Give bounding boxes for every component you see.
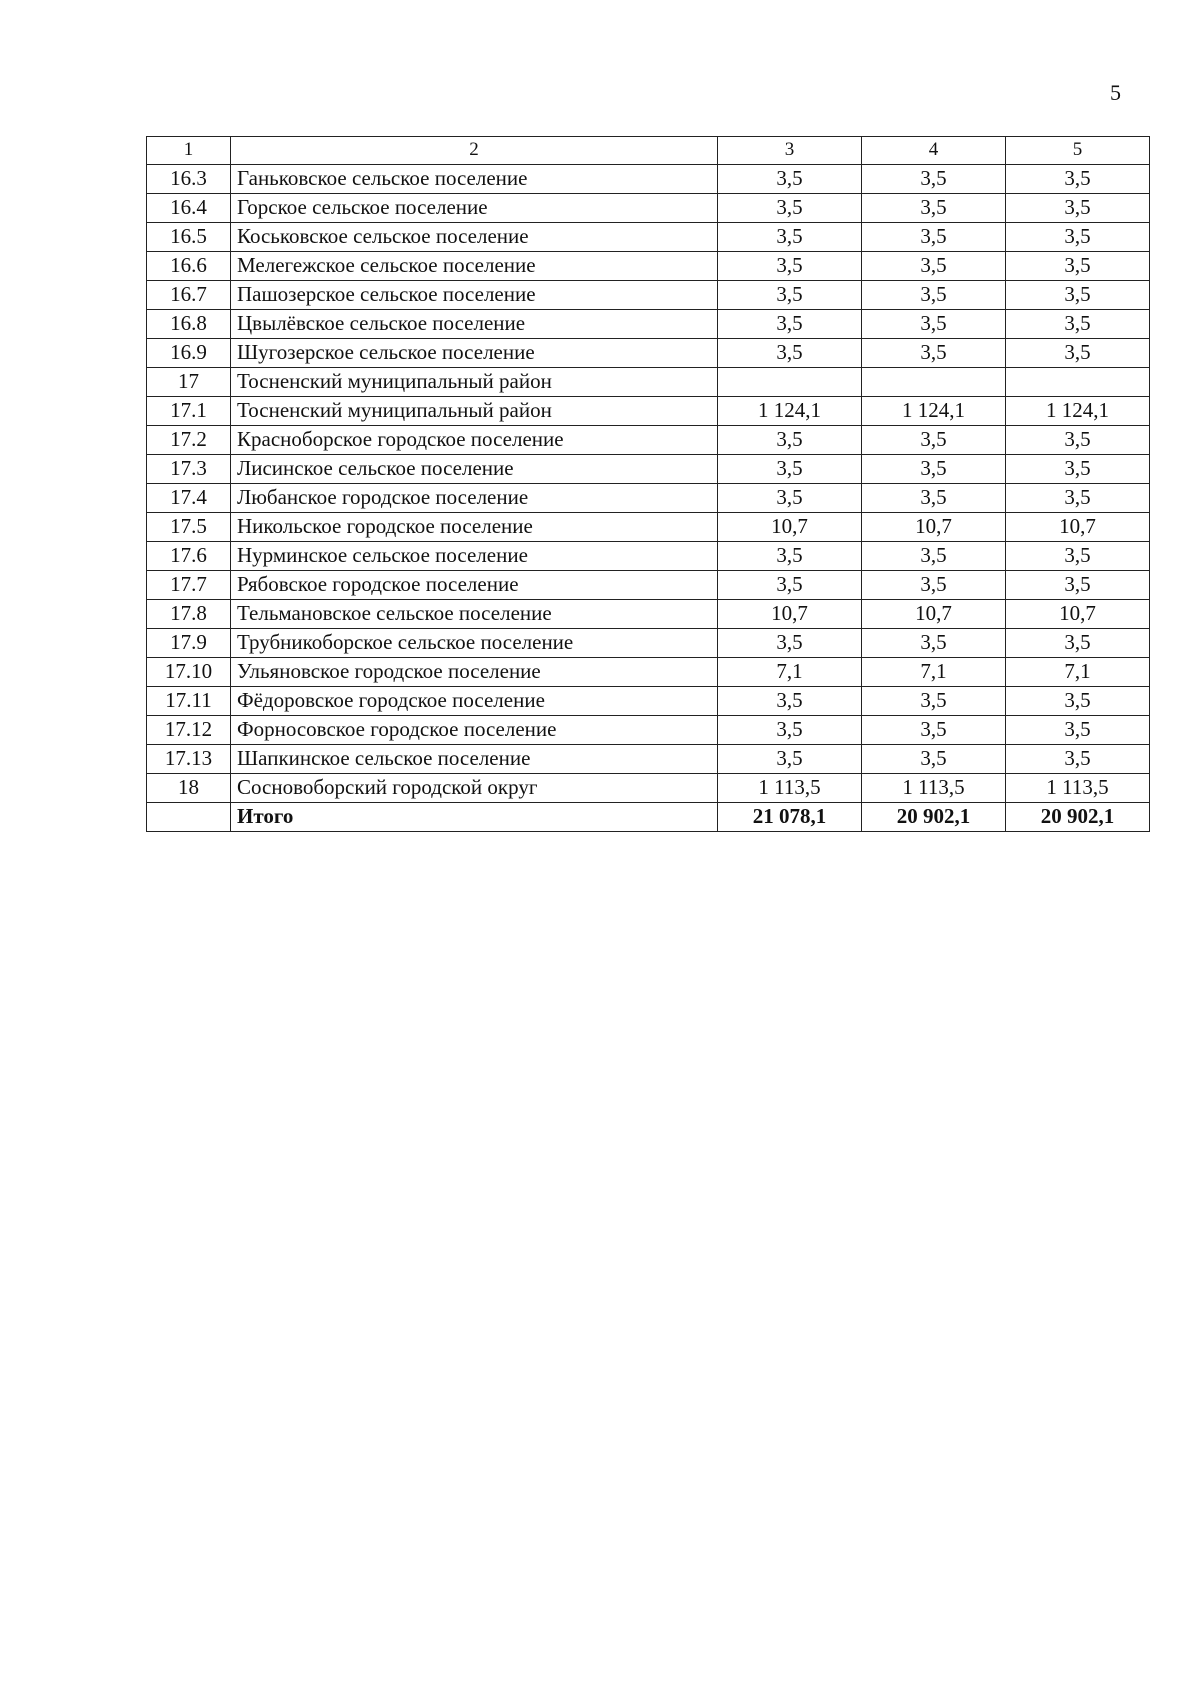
value-cell-col4: 3,5 [862, 165, 1006, 194]
row-name-cell: Пашозерское сельское поселение [231, 281, 718, 310]
header-row [147, 137, 1150, 165]
total-value-col3: 21 078,1 [718, 803, 862, 832]
row-name-cell: Сосновоборский городской округ [231, 774, 718, 803]
column-header: 4 [862, 137, 1006, 165]
row-number-cell: 17.9 [147, 629, 231, 658]
table-row [147, 397, 1150, 426]
row-number-cell: 17.2 [147, 426, 231, 455]
value-cell-col3: 3,5 [718, 687, 862, 716]
table-row [147, 484, 1150, 513]
row-number-cell: 17.1 [147, 397, 231, 426]
total-number-cell [147, 803, 231, 832]
value-cell-col4: 3,5 [862, 310, 1006, 339]
value-cell-col4: 3,5 [862, 745, 1006, 774]
value-cell-col4: 3,5 [862, 629, 1006, 658]
value-cell-col5: 10,7 [1006, 600, 1150, 629]
value-cell-col5: 3,5 [1006, 629, 1150, 658]
total-value-col5: 20 902,1 [1006, 803, 1150, 832]
table-row [147, 223, 1150, 252]
column-header: 1 [147, 137, 231, 165]
row-name-cell: Мелегежское сельское поселение [231, 252, 718, 281]
value-cell-col5: 3,5 [1006, 571, 1150, 600]
row-name-cell: Тельмановское сельское поселение [231, 600, 718, 629]
value-cell-col3: 1 124,1 [718, 397, 862, 426]
table-row [147, 339, 1150, 368]
value-cell-col4: 3,5 [862, 687, 1006, 716]
value-cell-col4: 3,5 [862, 194, 1006, 223]
column-header: 3 [718, 137, 862, 165]
value-cell-col3: 3,5 [718, 281, 862, 310]
value-cell-col4: 3,5 [862, 455, 1006, 484]
value-cell-col3: 3,5 [718, 194, 862, 223]
table-row [147, 600, 1150, 629]
value-cell-col3: 1 113,5 [718, 774, 862, 803]
row-number-cell: 17.10 [147, 658, 231, 687]
row-number-cell: 16.7 [147, 281, 231, 310]
value-cell-col4: 1 113,5 [862, 774, 1006, 803]
value-cell-col3: 10,7 [718, 513, 862, 542]
value-cell-col5: 3,5 [1006, 281, 1150, 310]
row-name-cell: Лисинское сельское поселение [231, 455, 718, 484]
row-name-cell: Красноборское городское поселение [231, 426, 718, 455]
row-name-cell: Трубникоборское сельское поселение [231, 629, 718, 658]
value-cell-col3: 3,5 [718, 426, 862, 455]
value-cell-col4: 7,1 [862, 658, 1006, 687]
row-number-cell: 16.8 [147, 310, 231, 339]
row-name-cell: Шапкинское сельское поселение [231, 745, 718, 774]
column-header: 5 [1006, 137, 1150, 165]
row-name-cell: Фёдоровское городское поселение [231, 687, 718, 716]
value-cell-col3: 3,5 [718, 629, 862, 658]
table-row [147, 629, 1150, 658]
row-number-cell: 16.4 [147, 194, 231, 223]
value-cell-col4: 3,5 [862, 223, 1006, 252]
row-number-cell: 17.13 [147, 745, 231, 774]
table-row [147, 716, 1150, 745]
value-cell-col4 [862, 368, 1006, 397]
table-row [147, 542, 1150, 571]
row-number-cell: 16.9 [147, 339, 231, 368]
value-cell-col3: 3,5 [718, 571, 862, 600]
value-cell-col5: 3,5 [1006, 223, 1150, 252]
value-cell-col5: 3,5 [1006, 455, 1150, 484]
value-cell-col5: 3,5 [1006, 165, 1150, 194]
value-cell-col4: 3,5 [862, 484, 1006, 513]
table-row [147, 658, 1150, 687]
value-cell-col5: 1 124,1 [1006, 397, 1150, 426]
row-number-cell: 17.5 [147, 513, 231, 542]
row-number-cell: 17.6 [147, 542, 231, 571]
total-row [147, 803, 1150, 832]
value-cell-col5: 3,5 [1006, 745, 1150, 774]
table-body [147, 165, 1150, 803]
value-cell-col5: 3,5 [1006, 716, 1150, 745]
row-number-cell: 17.3 [147, 455, 231, 484]
row-name-cell: Цвылёвское сельское поселение [231, 310, 718, 339]
row-number-cell: 18 [147, 774, 231, 803]
value-cell-col3: 3,5 [718, 745, 862, 774]
value-cell-col4: 3,5 [862, 252, 1006, 281]
value-cell-col3: 3,5 [718, 716, 862, 745]
table-row [147, 513, 1150, 542]
value-cell-col5: 3,5 [1006, 542, 1150, 571]
value-cell-col4: 3,5 [862, 339, 1006, 368]
data-table [146, 136, 1150, 832]
table-row [147, 368, 1150, 397]
value-cell-col3 [718, 368, 862, 397]
value-cell-col3: 3,5 [718, 339, 862, 368]
row-name-cell: Никольское городское поселение [231, 513, 718, 542]
row-name-cell: Форносовское городское поселение [231, 716, 718, 745]
value-cell-col5: 3,5 [1006, 484, 1150, 513]
value-cell-col3: 3,5 [718, 252, 862, 281]
value-cell-col3: 7,1 [718, 658, 862, 687]
table-row [147, 745, 1150, 774]
table-row [147, 281, 1150, 310]
value-cell-col3: 3,5 [718, 542, 862, 571]
row-number-cell: 17.4 [147, 484, 231, 513]
row-number-cell: 17.7 [147, 571, 231, 600]
row-number-cell: 17.12 [147, 716, 231, 745]
table-row [147, 165, 1150, 194]
table-row [147, 194, 1150, 223]
value-cell-col3: 3,5 [718, 455, 862, 484]
table-row [147, 687, 1150, 716]
table-row [147, 571, 1150, 600]
value-cell-col3: 3,5 [718, 310, 862, 339]
value-cell-col4: 3,5 [862, 542, 1006, 571]
row-number-cell: 17 [147, 368, 231, 397]
row-number-cell: 16.3 [147, 165, 231, 194]
table-row [147, 310, 1150, 339]
value-cell-col5: 3,5 [1006, 339, 1150, 368]
row-name-cell: Ульяновское городское поселение [231, 658, 718, 687]
value-cell-col5: 10,7 [1006, 513, 1150, 542]
row-name-cell: Любанское городское поселение [231, 484, 718, 513]
table-row [147, 774, 1150, 803]
row-number-cell: 16.6 [147, 252, 231, 281]
row-number-cell: 17.8 [147, 600, 231, 629]
row-name-cell: Тосненский муниципальный район [231, 397, 718, 426]
table-row [147, 455, 1150, 484]
value-cell-col5: 1 113,5 [1006, 774, 1150, 803]
value-cell-col3: 3,5 [718, 223, 862, 252]
row-name-cell: Ганьковское сельское поселение [231, 165, 718, 194]
value-cell-col5: 3,5 [1006, 687, 1150, 716]
row-name-cell: Шугозерское сельское поселение [231, 339, 718, 368]
table-row [147, 252, 1150, 281]
value-cell-col4: 1 124,1 [862, 397, 1006, 426]
row-number-cell: 16.5 [147, 223, 231, 252]
value-cell-col5: 3,5 [1006, 252, 1150, 281]
total-value-col4: 20 902,1 [862, 803, 1006, 832]
value-cell-col3: 3,5 [718, 484, 862, 513]
value-cell-col4: 3,5 [862, 281, 1006, 310]
value-cell-col5: 3,5 [1006, 194, 1150, 223]
value-cell-col4: 10,7 [862, 513, 1006, 542]
value-cell-col4: 3,5 [862, 716, 1006, 745]
total-label-cell: Итого [231, 803, 718, 832]
row-name-cell: Нурминское сельское поселение [231, 542, 718, 571]
value-cell-col3: 10,7 [718, 600, 862, 629]
value-cell-col4: 3,5 [862, 426, 1006, 455]
value-cell-col5: 3,5 [1006, 310, 1150, 339]
value-cell-col5: 3,5 [1006, 426, 1150, 455]
row-name-cell: Тосненский муниципальный район [231, 368, 718, 397]
page-number: 5 [1110, 80, 1121, 105]
value-cell-col5 [1006, 368, 1150, 397]
value-cell-col5: 7,1 [1006, 658, 1150, 687]
value-cell-col4: 10,7 [862, 600, 1006, 629]
column-header: 2 [231, 137, 718, 165]
row-name-cell: Рябовское городское поселение [231, 571, 718, 600]
value-cell-col4: 3,5 [862, 571, 1006, 600]
table-row [147, 426, 1150, 455]
row-name-cell: Горское сельское поселение [231, 194, 718, 223]
row-number-cell: 17.11 [147, 687, 231, 716]
value-cell-col3: 3,5 [718, 165, 862, 194]
row-name-cell: Коськовское сельское поселение [231, 223, 718, 252]
